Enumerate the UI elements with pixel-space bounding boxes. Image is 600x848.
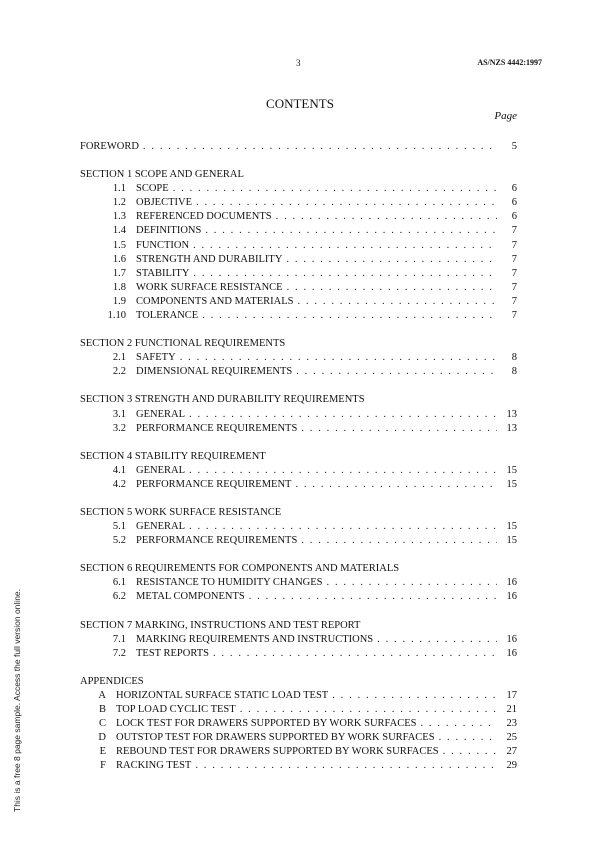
toc-entry-title: TOLERANCE — [136, 310, 199, 322]
toc-entry-title: GENERAL — [136, 464, 185, 476]
toc-entry-number: 1.3 — [112, 211, 126, 223]
contents-title: CONTENTS — [266, 96, 334, 111]
toc-entry[interactable] — [80, 210, 517, 224]
toc-entry-title: RESISTANCE TO HUMIDITY CHANGES — [136, 577, 323, 589]
toc-entry[interactable] — [80, 689, 517, 703]
toc-entry-number: 7.2 — [112, 647, 126, 659]
toc-entry[interactable] — [80, 309, 517, 323]
toc-entry-page: 5 — [511, 141, 517, 152]
toc-entry[interactable] — [80, 224, 517, 238]
toc-entry-number: 1.10 — [107, 310, 126, 322]
section-heading-text: SECTION 1 SCOPE AND GENERAL — [80, 169, 244, 181]
dot-leader — [205, 224, 497, 238]
toc-entry-title: FUNCTION — [136, 239, 190, 251]
toc-entry[interactable] — [80, 731, 517, 745]
toc-entry-title: FOREWORD — [80, 141, 139, 152]
toc-entry-title: TEST REPORTS — [136, 647, 209, 659]
dot-leader — [287, 281, 497, 295]
toc-entry-title: PERFORMANCE REQUIREMENT — [136, 478, 292, 490]
toc-entry-page: 25 — [506, 732, 517, 744]
toc-entry[interactable] — [80, 464, 517, 478]
toc-entry-number: 1.5 — [112, 239, 126, 251]
toc-entry[interactable] — [80, 590, 517, 604]
toc-entry-number: 1.8 — [112, 281, 126, 293]
toc-entry-title: DIMENSIONAL REQUIREMENTS — [136, 366, 293, 378]
table-of-contents — [80, 140, 517, 773]
dot-leader — [298, 295, 497, 309]
toc-entry[interactable] — [80, 365, 517, 379]
toc-entry[interactable] — [80, 351, 517, 365]
toc-entry-page: 6 — [511, 183, 517, 195]
dot-leader — [189, 520, 497, 534]
toc-entry-number: C — [98, 718, 106, 730]
toc-entry-page: 23 — [506, 718, 517, 730]
toc-entry-page: 6 — [511, 211, 517, 223]
toc-entry[interactable] — [80, 239, 517, 253]
toc-entry-page: 7 — [511, 225, 517, 237]
toc-entry-title: STRENGTH AND DURABILITY — [136, 253, 283, 265]
dot-leader — [202, 309, 497, 323]
section-heading-text: SECTION 7 MARKING, INSTRUCTIONS AND TEST REPORT — [80, 619, 361, 631]
toc-entry-page: 7 — [511, 253, 517, 265]
toc-entry[interactable] — [80, 759, 517, 773]
toc-entry-number: A — [98, 689, 106, 701]
toc-entry-page: 16 — [506, 591, 517, 603]
toc-entry[interactable] — [80, 633, 517, 647]
toc-entry-page: 15 — [506, 478, 517, 490]
toc-entry-page: 21 — [506, 704, 517, 715]
toc-entry-page: 8 — [511, 352, 517, 364]
toc-entry-number: 1.7 — [112, 267, 126, 279]
toc-entry[interactable] — [80, 745, 517, 759]
toc-entry-title: OUTSTOP TEST FOR DRAWERS SUPPORTED BY WORK SURFACES — [116, 732, 435, 744]
dot-leader — [276, 210, 497, 224]
section-heading-text: SECTION 4 STABILITY REQUIREMENT — [80, 450, 266, 462]
toc-entry[interactable] — [80, 520, 517, 534]
dot-leader — [301, 534, 497, 548]
toc-entry-number: 5.2 — [112, 535, 126, 547]
toc-entry-title: TOP LOAD CYCLIC TEST — [116, 704, 236, 715]
toc-entry[interactable] — [80, 295, 517, 309]
page-number: 3 — [296, 58, 301, 68]
toc-entry-page: 6 — [511, 197, 517, 209]
toc-entry-number: 2.1 — [112, 352, 126, 364]
toc-entry-title: METAL COMPONENTS — [136, 591, 245, 603]
toc-entry-page: 7 — [511, 295, 517, 307]
toc-entry[interactable] — [80, 717, 517, 731]
dot-leader — [213, 647, 497, 661]
dot-leader — [193, 239, 497, 253]
toc-entry-page: 7 — [511, 310, 517, 322]
toc-entry-page: 16 — [506, 647, 517, 659]
toc-entry-number: 3.2 — [112, 422, 126, 434]
dot-leader — [301, 422, 497, 436]
section-heading[interactable] — [80, 450, 517, 464]
dot-leader — [327, 576, 497, 590]
section-heading-text: APPENDICES — [80, 675, 144, 687]
toc-entry-number: 6.2 — [112, 591, 126, 603]
page-column-label: Page — [494, 110, 517, 122]
toc-entry-title: GENERAL — [136, 408, 185, 420]
toc-entry[interactable] — [80, 647, 517, 661]
section-heading-text: SECTION 6 REQUIREMENTS FOR COMPONENTS AND MATERIALS — [80, 563, 400, 575]
toc-entry-title: WORK SURFACE RESISTANCE — [136, 281, 283, 293]
toc-entry-number: 7.1 — [112, 633, 126, 645]
toc-entry-page: 15 — [506, 464, 517, 476]
toc-entry-number: D — [98, 732, 106, 744]
toc-entry-title: DEFINITIONS — [136, 225, 202, 237]
dot-leader — [193, 267, 497, 281]
section-heading[interactable] — [80, 675, 517, 689]
toc-entry-page: 16 — [506, 633, 517, 645]
dot-leader — [295, 478, 497, 492]
toc-entry[interactable] — [80, 408, 517, 422]
dot-leader — [195, 759, 497, 773]
dot-leader — [286, 253, 497, 267]
toc-entry-number: E — [99, 746, 106, 758]
dot-leader — [240, 703, 497, 717]
section-heading-text: SECTION 5 WORK SURFACE RESISTANCE — [80, 506, 282, 518]
toc-entry-number: 6.1 — [112, 577, 126, 589]
toc-entry-title: MARKING REQUIREMENTS AND INSTRUCTIONS — [136, 633, 374, 645]
dot-leader — [143, 140, 497, 154]
section-heading[interactable] — [80, 506, 517, 520]
dot-leader — [196, 196, 497, 210]
toc-entry[interactable] — [80, 267, 517, 281]
toc-entry-number: 4.1 — [112, 464, 126, 476]
toc-entry-title: GENERAL — [136, 521, 185, 533]
dot-leader — [439, 731, 497, 745]
toc-entry[interactable] — [80, 182, 517, 196]
section-heading-text: SECTION 3 STRENGTH AND DURABILITY REQUIREMENTS — [80, 394, 365, 406]
toc-entry-number: B — [98, 704, 106, 715]
dot-leader — [377, 633, 497, 647]
dot-leader — [420, 717, 497, 731]
toc-entry-number: 1.4 — [112, 225, 126, 237]
toc-entry[interactable] — [80, 534, 517, 548]
toc-entry-page: 16 — [506, 577, 517, 589]
section-heading[interactable] — [80, 562, 517, 576]
dot-leader — [332, 689, 497, 703]
toc-entry-number: 5.1 — [112, 521, 126, 533]
toc-entry-title: STABILITY — [136, 267, 190, 279]
dot-leader — [189, 464, 497, 478]
dot-leader — [189, 408, 497, 422]
toc-entry-number: 1.6 — [112, 253, 126, 265]
toc-entry-page: 7 — [511, 281, 517, 293]
toc-entry[interactable] — [80, 422, 517, 436]
toc-entry-number: F — [100, 760, 106, 772]
toc-entry[interactable] — [80, 478, 517, 492]
toc-entry-title: PERFORMANCE REQUIREMENTS — [136, 422, 298, 434]
toc-entry-title: COMPONENTS AND MATERIALS — [136, 295, 294, 307]
toc-entry-page: 15 — [506, 521, 517, 533]
toc-entry-page: 8 — [511, 366, 517, 378]
section-heading[interactable] — [80, 168, 517, 182]
toc-entry-page: 13 — [506, 422, 517, 434]
toc-entry-page: 7 — [511, 239, 517, 251]
toc-entry-page: 29 — [506, 760, 517, 772]
dot-leader — [173, 182, 497, 196]
toc-entry-page: 13 — [506, 408, 517, 420]
toc-entry-page: 27 — [506, 746, 517, 758]
toc-entry-title: SCOPE — [136, 183, 169, 195]
toc-entry-title: REBOUND TEST FOR DRAWERS SUPPORTED BY WORK SURFACES — [116, 746, 439, 758]
toc-entry-number: 1.1 — [112, 183, 126, 195]
toc-entry-title: SAFETY — [136, 352, 176, 364]
toc-entry-page: 17 — [506, 689, 517, 701]
dot-leader — [443, 745, 497, 759]
toc-entry-title: LOCK TEST FOR DRAWERS SUPPORTED BY WORK SURFACES — [116, 718, 417, 730]
section-heading[interactable] — [80, 337, 517, 351]
toc-entry[interactable] — [80, 703, 517, 717]
toc-entry[interactable] — [80, 281, 517, 295]
toc-entry[interactable] — [80, 196, 517, 210]
sample-notice: This is a free 8 page sample. Access the full version online. — [12, 588, 22, 812]
toc-entry[interactable] — [80, 576, 517, 590]
dot-leader — [180, 351, 497, 365]
section-heading[interactable] — [80, 619, 517, 633]
toc-entry-number: 4.2 — [112, 478, 126, 490]
toc-entry-number: 1.9 — [112, 295, 126, 307]
section-heading[interactable] — [80, 393, 517, 407]
toc-entry-title: PERFORMANCE REQUIREMENTS — [136, 535, 298, 547]
dot-leader — [249, 590, 497, 604]
section-heading-text: SECTION 2 FUNCTIONAL REQUIREMENTS — [80, 338, 286, 350]
toc-entry-number: 1.2 — [112, 197, 126, 209]
toc-entry-page: 15 — [506, 535, 517, 547]
dot-leader — [296, 365, 497, 379]
standard-code: AS/NZS 4442:1997 — [477, 58, 542, 67]
toc-entry-number: 2.2 — [112, 366, 126, 378]
toc-entry-title: OBJECTIVE — [136, 197, 192, 209]
toc-entry-page: 7 — [511, 267, 517, 279]
toc-entry-number: 3.1 — [112, 408, 126, 420]
toc-entry-title: HORIZONTAL SURFACE STATIC LOAD TEST — [116, 689, 329, 701]
toc-entry-foreword[interactable] — [80, 140, 517, 154]
toc-entry-title: RACKING TEST — [116, 760, 192, 772]
toc-entry[interactable] — [80, 253, 517, 267]
toc-entry-title: REFERENCED DOCUMENTS — [136, 211, 272, 223]
